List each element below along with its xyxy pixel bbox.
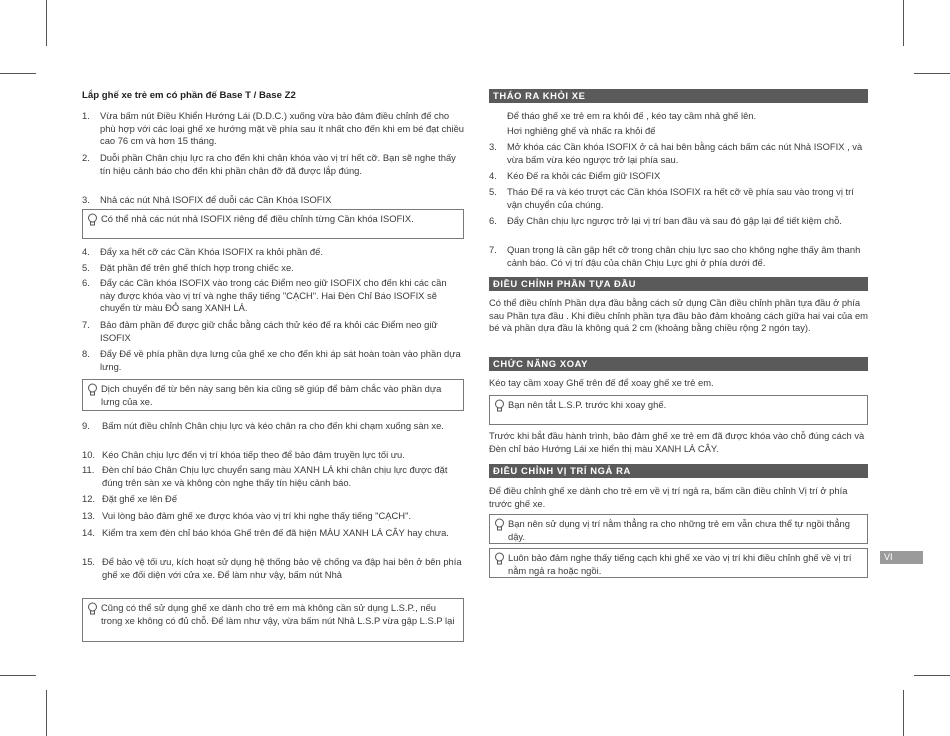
note-text: Bạn nên tắt L.S.P. trước khi xoay ghế. <box>508 399 667 410</box>
list-item: 11. Đèn chỉ báo Chân Chịu lực chuyển sang màu XANH LÁ khi chân chịu lực được đặt đúng trên sàn xe và không còn nghe thấy tín hiệu cảnh báo. <box>82 464 448 488</box>
section-header-recline: ĐIỀU CHỈNH VỊ TRÍ NGẢ RA <box>489 464 868 478</box>
note-box <box>82 209 464 239</box>
crop-mark <box>0 675 36 676</box>
section-header-remove: THÁO RA KHỎI XE <box>489 89 868 103</box>
rotate-text: Kéo tay cầm xoay Ghế trên đế để xoay ghế xe trẻ em. <box>489 377 714 388</box>
crop-mark <box>0 73 36 74</box>
section-title: Lắp ghế xe trẻ em có phần đế Base T / Base Z2 <box>82 90 296 101</box>
note-box <box>82 598 464 642</box>
list-item: 9. Bấm nút điều chỉnh Chân chịu lực và kéo chân ra cho đến khi chạm xuống sàn xe. <box>82 420 444 431</box>
list-item: 6. Đẩy các Cần khóa ISOFIX vào trong các Điểm neo giữ ISOFIX cho đến khi các cần này được khóa vào vị trí và nghe thấy tiếng "CẠCH". Hai Đèn Chỉ Báo ISOFIX sẽ chuyển từ màu ĐỎ sang XANH LÁ. <box>82 277 447 314</box>
list-item: 8. Đẩy Đế về phía phần dựa lưng của ghế xe cho đến khi áp sát hoàn toàn vào phần dựa lưng. <box>82 348 461 372</box>
section-header-rotate: CHỨC NĂNG XOAY <box>489 357 868 371</box>
list-item: 7. Quan trọng là cần gập hết cỡ trong chân chịu lực sao cho không nghe thấy âm thanh cảnh báo. Có vị trí đậu của chân Chịu Lực ghi ở phía dưới đế. <box>489 244 861 268</box>
note-text: Dịch chuyển đế từ bên này sang bên kia cũng sẽ giúp để bảm chắc vào phần dựa lưng của xe. <box>101 383 442 407</box>
crop-mark <box>46 0 47 46</box>
language-tab: VI <box>880 551 923 564</box>
lightbulb-icon <box>87 383 98 397</box>
list-item: Hơi nghiêng ghế và nhấc ra khỏi đế <box>507 125 656 136</box>
note-text: Có thể nhả các nút nhả ISOFIX riêng để điều chỉnh từng Cần khóa ISOFIX. <box>101 213 414 224</box>
note-text: Cũng có thể sử dụng ghế xe dành cho trẻ em mà không cần sử dụng L.S.P., nếu trong xe không có đủ chỗ. Để làm như vậy, vừa bấm nút Nhả L.S.P vừa gập L.S.P lại <box>101 602 455 626</box>
note-box <box>489 514 868 544</box>
list-item: 2. Duỗi phần Chân chịu lực ra cho đến khi chân khóa vào vị trí hết cỡ. Bạn sẽ nghe thấy tín hiệu cảnh báo cho đến khi phần chân đỡ đã được lắp đúng. <box>82 152 456 176</box>
headrest-text: Có thể điều chỉnh Phần dựa đầu bằng cách sử dụng Cần điều chỉnh phần tựa đầu ở phía sau Phần tựa đầu . Khi điều chỉnh phần tựa đầu bảo đảm khoảng cách giữa hai vai của em bé và phần dựa đầu là không quá 2 cm (khoảng bằng chiều rộng 2 ngón tay). <box>489 297 868 334</box>
note-text: Luôn bảo đảm nghe thấy tiếng cạch khi ghế xe vào vị trí khi điều chỉnh ghế về vị trí nằm ngả ra hoặc ngồi. <box>508 552 852 576</box>
list-item: Để tháo ghế xe trẻ em ra khỏi đế , kéo tay cầm nhả ghế lên. <box>507 110 757 121</box>
lightbulb-icon <box>87 602 98 616</box>
crop-mark <box>914 73 950 74</box>
crop-mark <box>914 675 950 676</box>
list-item: 7. Bảo đảm phần đế được giữ chắc bằng cách thử kéo đế ra khỏi các Điểm neo giữ ISOFIX <box>82 319 438 343</box>
list-item: 10. Kéo Chân chịu lực đến vị trí khóa tiếp theo để bảo đảm truyền lực tối ưu. <box>82 449 405 460</box>
lightbulb-icon <box>87 213 98 227</box>
recline-text: Để điều chỉnh ghế xe dành cho trẻ em về vị trí ngả ra, bấm cần điều chỉnh Vị trí ở phía trước ghế xe. <box>489 485 848 509</box>
note-text: Bạn nên sử dụng vị trí nằm thẳng ra cho những trẻ em vẫn chưa thể tự ngồi thẳng dậy. <box>508 518 850 542</box>
list-item: 1. Vừa bấm nút Điều Khiển Hướng Lái (D.D.C.) xuống vừa bảo đảm điều chỉnh đế cho phù hợp với các loại ghế xe hướng mặt về phía sau ít nhất cho đến khi em bé đạt chiều cao 76 cm và hơn 15 tháng. <box>82 110 465 147</box>
journey-text: Trước khi bắt đầu hành trình, bảo đảm ghế xe trẻ em đã được khóa vào chỗ đúng cách và Đèn chỉ báo Hướng Lái xe hiển thị màu XANH LÁ CÂY. <box>489 430 865 454</box>
list-item: 12. Đặt ghế xe lên Đế <box>82 493 178 504</box>
list-item: 4. Kéo Đế ra khỏi các Điểm giữ ISOFIX <box>489 170 661 181</box>
list-item: 14. Kiểm tra xem đèn chỉ báo khóa Ghế trên đế đã hiện MÀU XANH LÁ CÂY hay chưa. <box>82 527 449 538</box>
list-item: 15. Để bảo vệ tối ưu, kích hoạt sử dụng hệ thống bảo vệ chống va đập hai bên ở bên phía ghế xe đối diện với cửa xe. Để làm như vậy, bấm nút Nhả <box>82 556 462 580</box>
note-box <box>82 379 464 411</box>
list-item: 6. Đẩy Chân chịu lực ngược trở lại vị trí ban đầu và sau đó gập lại để tiết kiệm chỗ. <box>489 215 842 226</box>
section-header-headrest: ĐIỀU CHỈNH PHẦN TỰA ĐẦU <box>489 277 868 291</box>
crop-mark <box>46 690 47 736</box>
lightbulb-icon <box>494 552 505 566</box>
lightbulb-icon <box>494 518 505 532</box>
crop-mark <box>903 690 904 736</box>
note-box <box>489 548 868 578</box>
note-box <box>489 395 868 425</box>
list-item: 3. Nhả các nút Nhả ISOFIX để duỗi các Cần Khóa ISOFIX <box>82 194 332 205</box>
lightbulb-icon <box>494 399 505 413</box>
list-item: 4. Đẩy xa hết cỡ các Cần Khóa ISOFIX ra khỏi phần đế. <box>82 246 323 257</box>
crop-mark <box>903 0 904 46</box>
list-item: 3. Mở khóa các Cần khóa ISOFIX ở cả hai bên bằng cách bấm các nút Nhả ISOFIX , và vừa bấm vừa kéo ngược trở lại phía sau. <box>489 141 863 165</box>
list-item: 5. Đặt phần đế trên ghế thích hợp trong chiếc xe. <box>82 262 294 273</box>
list-item: 13. Vui lòng bảo đảm ghế xe được khóa vào vị trí khi nghe thấy tiếng "CẠCH". <box>82 510 412 521</box>
list-item: 5. Tháo Đế ra và kéo trượt các Cần khóa ISOFIX ra hết cỡ về phía sau vào trong vị trí vận chuyển của chúng. <box>489 186 854 210</box>
